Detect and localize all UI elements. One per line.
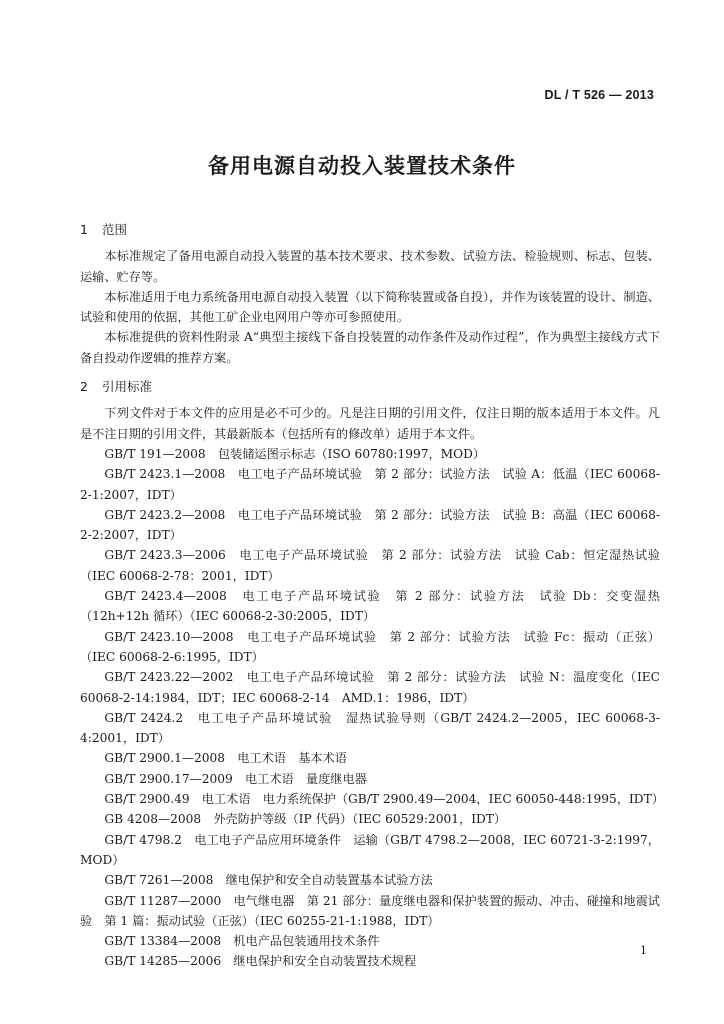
section-number: 1: [80, 222, 88, 237]
reference-item: GB/T 11287—2000 电气继电器 第 21 部分：量度继电器和保护装置的振动、冲击、碰撞和地震试验 第 1 篇：振动试验（正弦）（IEC 60255-21-1:1988，IDT）: [80, 893, 660, 928]
reference-item: GB 4208—2008 外壳防护等级（IP 代码）（IEC 60529:2001，IDT）: [104, 812, 507, 827]
reference-item: GB/T 191—2008 包装储运图示标志（ISO 60780:1997，MOD）: [104, 446, 486, 461]
section-title: 范围: [102, 222, 128, 237]
document-title: 备用电源自动投入装置技术条件: [208, 154, 516, 178]
section-heading-references: [80, 377, 660, 397]
reference-item: GB/T 2423.10—2008 电工电子产品环境试验 第 2 部分：试验方法 试验 Fc：振动（正弦）（IEC 60068-2-6:1995，IDT）: [80, 629, 660, 664]
reference-item: GB/T 2423.3—2006 电工电子产品环境试验 第 2 部分：试验方法 试验 Cab：恒定湿热试验（IEC 60068-2-78：2001，IDT）: [80, 548, 660, 583]
section-number: 2: [80, 379, 88, 395]
scope-paragraph: 本标准提供的资料性附录 A“典型主接线下备自投装置的动作条件及动作过程”，作为典型主接线方式下备自投动作逻辑的推荐方案。: [80, 330, 660, 365]
references-intro: 下列文件对于本文件的应用是必不可少的。凡是注日期的引用文件，仅注日期的版本适用于本文件。凡是不注日期的引用文件，其最新版本（包括所有的修改单）适用于本文件。: [80, 406, 660, 441]
document-body: [80, 220, 664, 972]
reference-item: GB/T 2424.2 电工电子产品环境试验 湿热试验导则（GB/T 2424.2—2005，IEC 60068-3-4:2001，IDT）: [80, 710, 660, 746]
reference-item: GB/T 2900.1—2008 电工术语 基本术语: [104, 751, 347, 766]
reference-item: GB/T 13384—2008 机电产品包装通用技术条件: [104, 934, 380, 949]
section-heading-scope: [80, 220, 660, 240]
reference-item: GB/T 2900.49 电工术语 电力系统保护（GB/T 2900.49—2004，IEC 60050-448:1995，IDT）: [104, 792, 664, 807]
scope-paragraph: 本标准规定了备用电源自动投入装置的基本技术要求、技术参数、试验方法、检验规则、标志、包装、运输、贮存等。: [80, 249, 660, 284]
reference-item: GB/T 2423.4—2008 电工电子产品环境试验 第 2 部分：试验方法 试验 Db：交变湿热（12h+12h 循环）（IEC 60068-2-30:2005，IDT）: [80, 589, 660, 624]
scope-paragraph: 本标准适用于电力系统备用电源自动投入装置（以下简称装置或备自投），并作为该装置的设计、制造、试验和使用的依据，其他工矿企业电网用户等亦可参照使用。: [80, 289, 660, 325]
page-number: 1: [640, 944, 647, 957]
reference-item: GB/T 4798.2 电工电子产品应用环境条件 运输（GB/T 4798.2—2008，IEC 60721-3-2:1997，MOD）: [80, 832, 660, 867]
section-title: 引用标准: [102, 379, 153, 395]
reference-item: GB/T 2423.1—2008 电工电子产品环境试验 第 2 部分：试验方法 试验 A：低温（IEC 60068-2-1:2007，IDT）: [80, 467, 660, 502]
standard-code: DL / T 526 — 2013: [544, 88, 654, 102]
reference-list: [80, 444, 664, 972]
reference-item: GB/T 2423.2—2008 电工电子产品环境试验 第 2 部分：试验方法 试验 B：高温（IEC 60068-2-2:2007，IDT）: [80, 507, 660, 543]
reference-item: GB/T 7261—2008 继电保护和安全自动装置基本试验方法: [104, 873, 433, 888]
reference-item: GB/T 14285—2006 继电保护和安全自动装置技术规程: [104, 954, 417, 969]
reference-item: GB/T 2423.22—2002 电工电子产品环境试验 第 2 部分：试验方法 试验 N：温度变化（IEC 60068-2-14:1984，IDT；IEC 60068-2-14 AMD.1：1986，IDT）: [80, 670, 660, 705]
reference-item: GB/T 2900.17—2009 电工术语 量度继电器: [104, 771, 367, 786]
